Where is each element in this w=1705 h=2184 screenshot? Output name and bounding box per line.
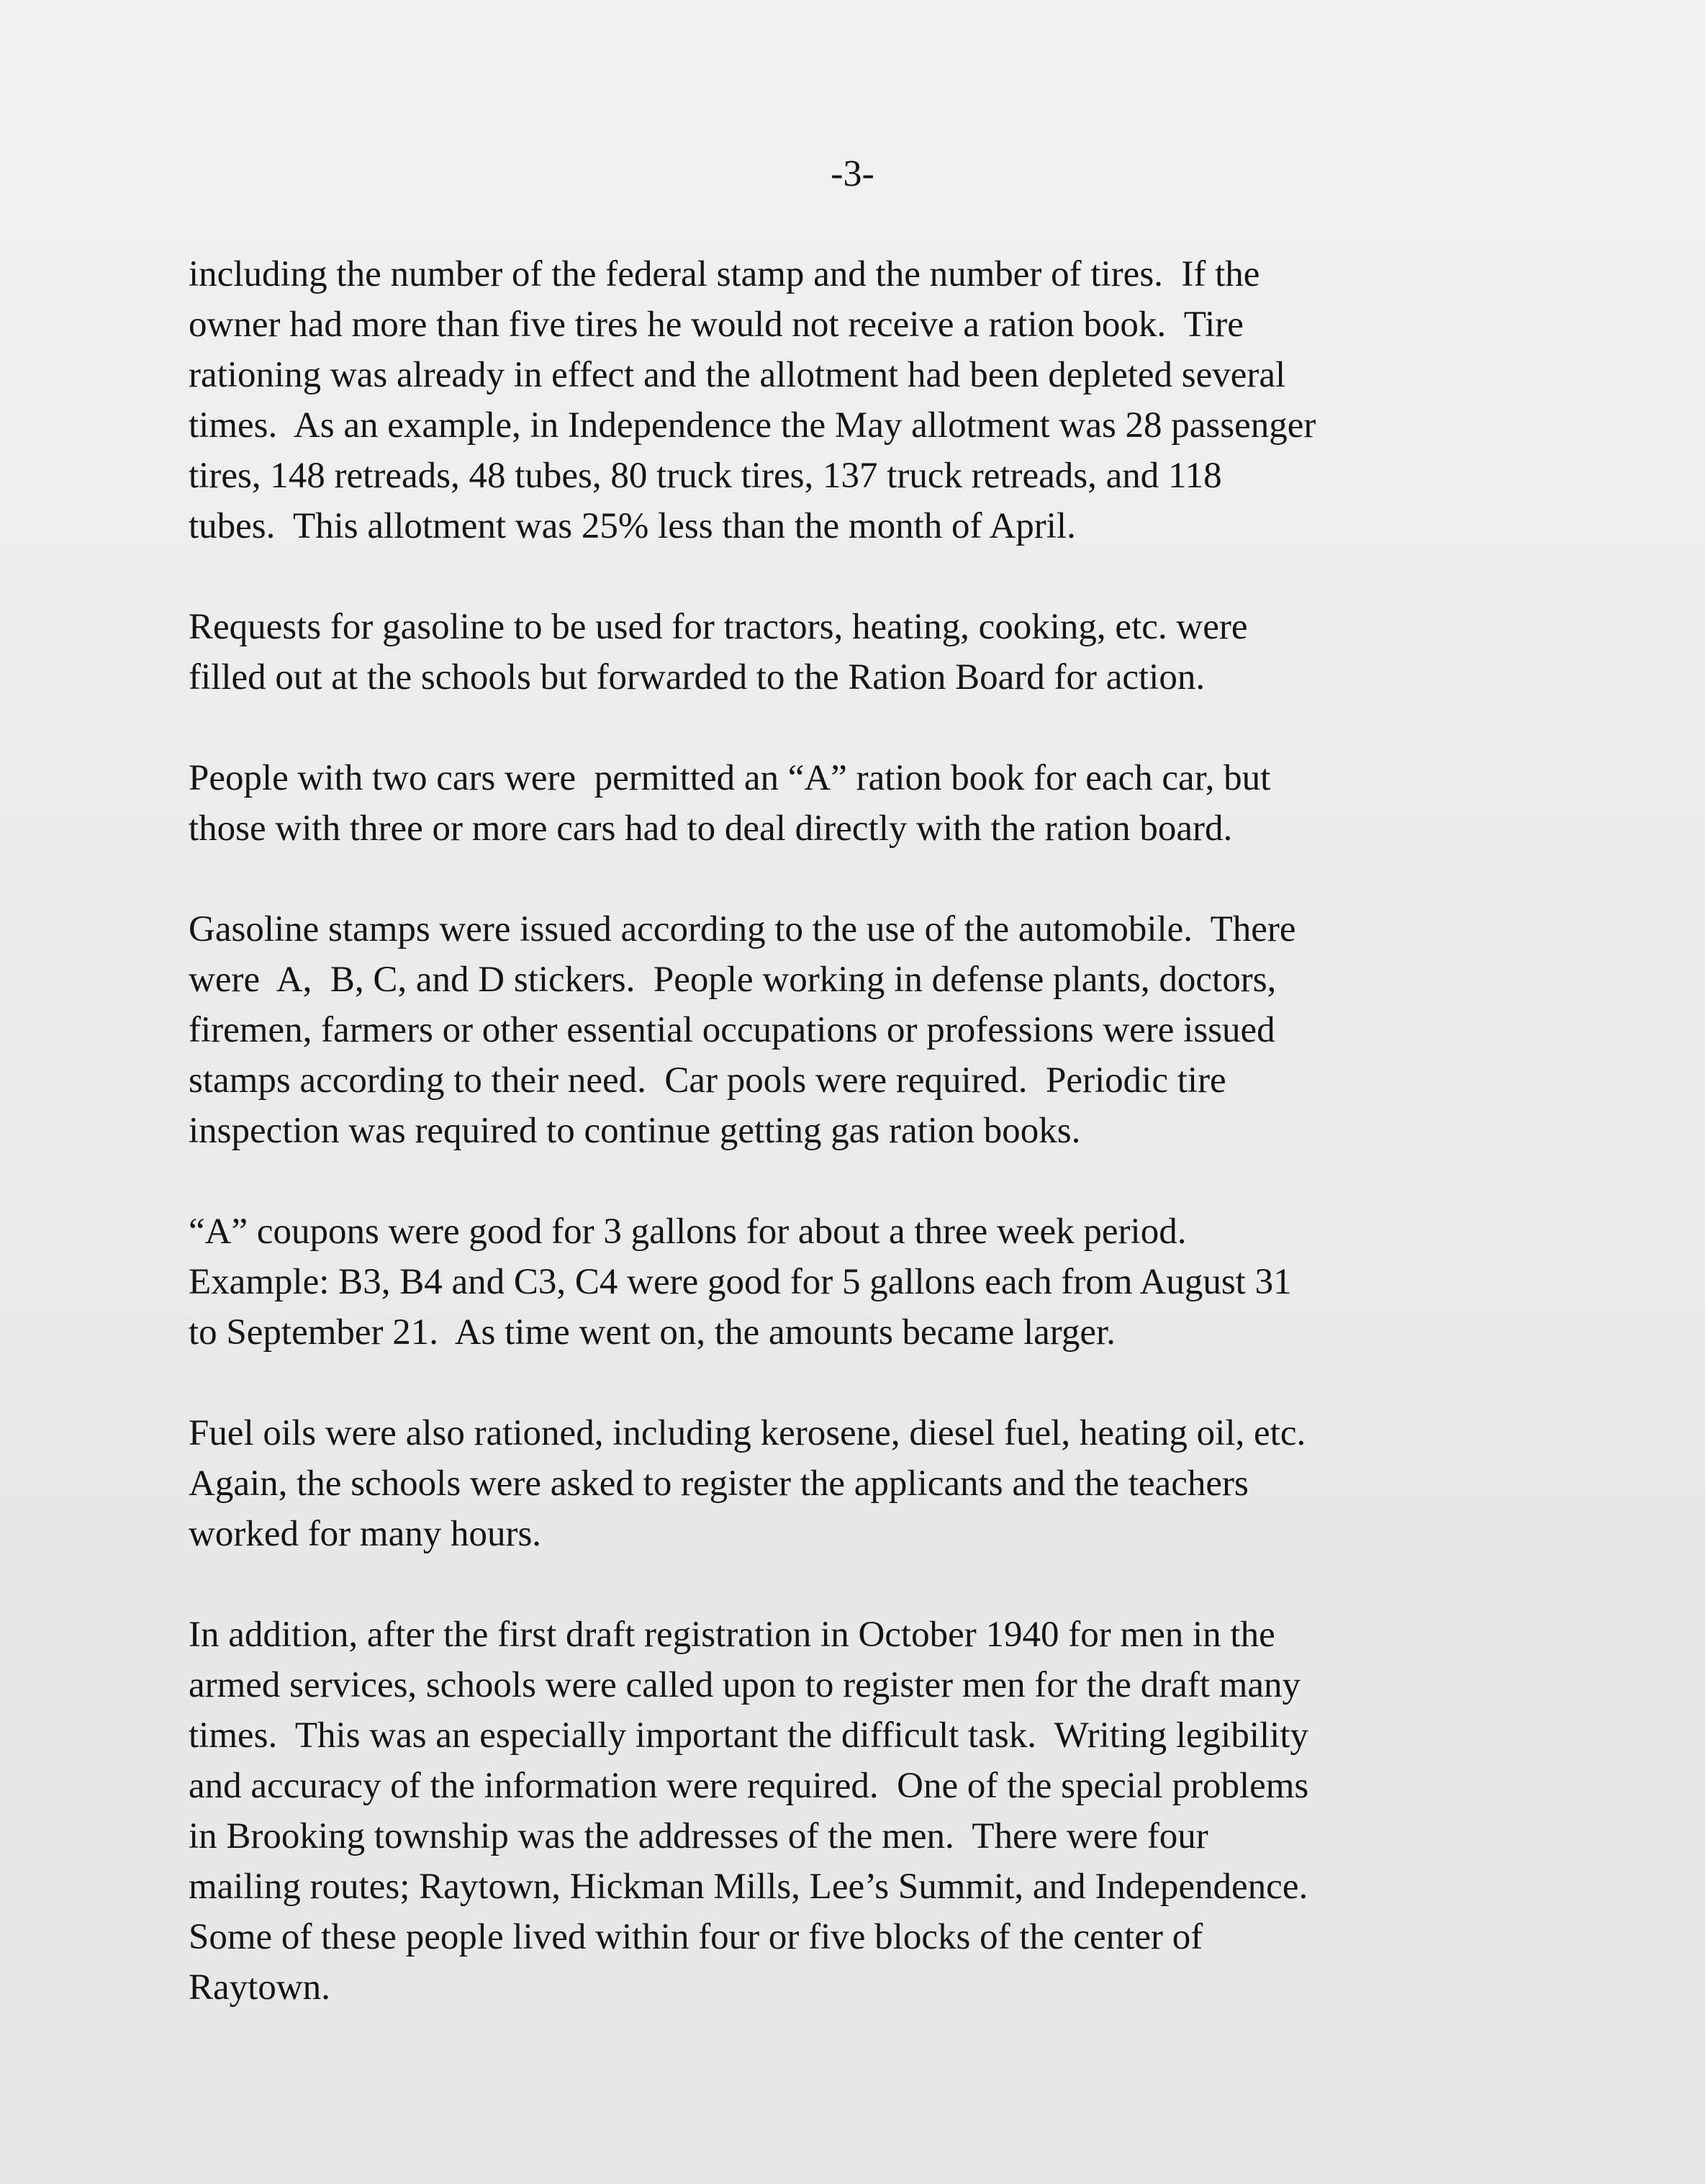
paragraph-two-cars: [189, 753, 1542, 854]
text-line: “A” coupons were good for 3 gallons for about a three week period.: [189, 1211, 1187, 1252]
paragraph-gasoline-requests: [189, 602, 1542, 703]
text-line: Fuel oils were also rationed, including kerosene, diesel fuel, heating oil, etc.: [189, 1413, 1306, 1453]
paragraph-tire-rationing: [189, 249, 1542, 551]
text-line: times. This was an especially important the difficult task. Writing legibility: [189, 1715, 1309, 1756]
text-line: in Brooking township was the addresses of the men. There were four: [189, 1816, 1208, 1856]
text-line: People with two cars were permitted an “A” ration book for each car, but: [189, 758, 1271, 798]
paragraph-draft-registration: [189, 1610, 1542, 2013]
page-number: -3-: [831, 153, 874, 194]
text-line: those with three or more cars had to deal directly with the ration board.: [189, 808, 1233, 849]
text-line: filled out at the schools but forwarded to the Ration Board for action.: [189, 657, 1206, 698]
text-line: mailing routes; Raytown, Hickman Mills, Lee’s Summit, and Independence.: [189, 1867, 1308, 1907]
text-line: including the number of the federal stamp and the number of tires. If the: [189, 254, 1260, 294]
text-line: Example: B3, B4 and C3, C4 were good for 5 gallons each from August 31: [189, 1262, 1292, 1302]
text-line: owner had more than five tires he would not receive a ration book. Tire: [189, 304, 1244, 345]
text-line: tubes. This allotment was 25% less than the month of April.: [189, 506, 1076, 546]
paragraph-a-coupons: [189, 1206, 1542, 1358]
text-line: firemen, farmers or other essential occupations or professions were issued: [189, 1010, 1275, 1050]
text-line: times. As an example, in Independence the May allotment was 28 passenger: [189, 405, 1316, 446]
text-line: were A, B, C, and D stickers. People working in defense plants, doctors,: [189, 960, 1277, 1000]
text-line: and accuracy of the information were required. One of the special problems: [189, 1766, 1309, 1806]
text-line: Raytown.: [189, 1967, 330, 2008]
text-line: Some of these people lived within four or five blocks of the center of: [189, 1917, 1203, 1957]
text-line: tires, 148 retreads, 48 tubes, 80 truck tires, 137 truck retreads, and 118: [189, 456, 1222, 496]
text-line: inspection was required to continue getting gas ration books.: [189, 1111, 1081, 1151]
text-line: Again, the schools were asked to register the applicants and the teachers: [189, 1463, 1249, 1504]
text-line: worked for many hours.: [189, 1514, 542, 1554]
text-line: armed services, schools were called upon to register men for the draft many: [189, 1665, 1301, 1705]
text-line: In addition, after the first draft registration in October 1940 for men in the: [189, 1615, 1275, 1655]
text-line: Requests for gasoline to be used for tractors, heating, cooking, etc. were: [189, 607, 1248, 647]
text-line: to September 21. As time went on, the amounts became larger.: [189, 1312, 1116, 1353]
text-line: rationing was already in effect and the allotment had been depleted several: [189, 355, 1286, 395]
paragraph-gasoline-stamps: [189, 904, 1542, 1156]
body-text: [189, 249, 1542, 2063]
text-line: Gasoline stamps were issued according to the use of the automobile. There: [189, 909, 1296, 949]
text-line: stamps according to their need. Car pools were required. Periodic tire: [189, 1060, 1226, 1101]
paragraph-fuel-oils: [189, 1408, 1542, 1559]
